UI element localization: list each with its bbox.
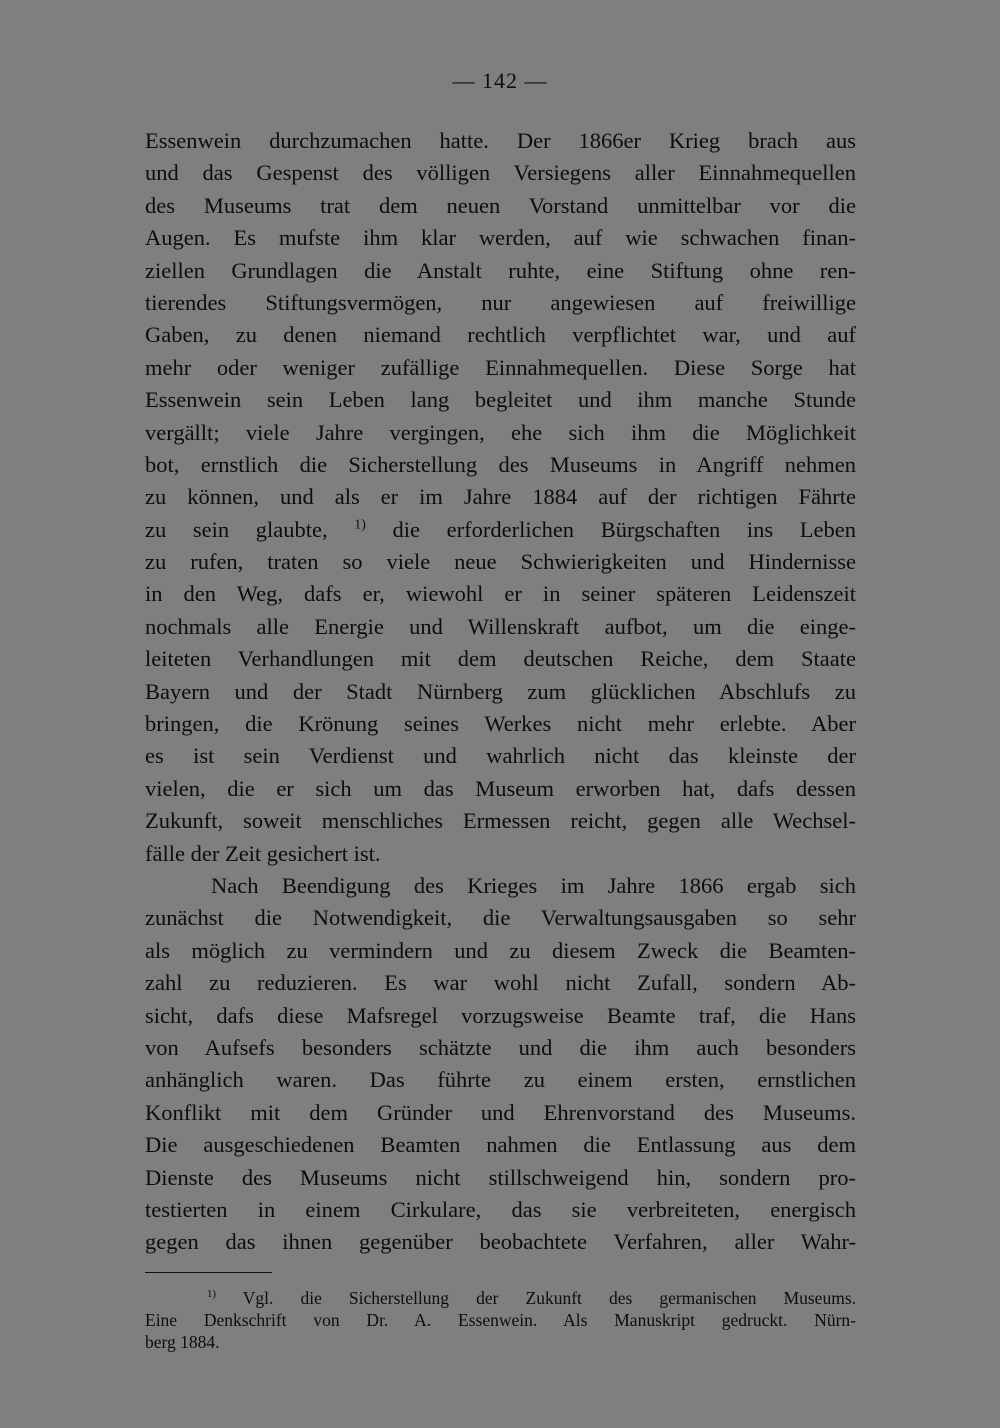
text-line: leiteten Verhandlungen mit dem deutschen Reiche, dem Staate	[145, 646, 856, 672]
text-line: und das Gespenst des völligen Versiegens aller Einnahmequellen	[145, 160, 856, 186]
text-line: tierendes Stiftungsvermögen, nur angewiesen auf freiwillige	[145, 289, 856, 315]
text-line: zu können, und als er im Jahre 1884 auf der richtigen Fährte	[145, 484, 856, 510]
text-line: nochmals alle Energie und Willenskraft aufbot, um die einge-	[145, 613, 856, 639]
text-line: zu rufen, traten so viele neue Schwierigkeiten und Hindernisse	[145, 549, 856, 575]
text-line: sicht, dafs diese Mafsregel vorzugsweise Beamte traf, die Hans	[145, 1002, 856, 1028]
text-line: Bayern und der Stadt Nürnberg zum glücklichen Abschlufs zu	[145, 678, 856, 704]
footnote-line: berg 1884.	[145, 1332, 220, 1352]
text-line: bot, ernstlich die Sicherstellung des Museums in Angriff nehmen	[145, 451, 856, 477]
text-line: bringen, die Krönung seines Werkes nicht mehr erlebte. Aber	[145, 711, 856, 737]
text-segment: zu sein glaubte,	[145, 516, 328, 542]
text-line-with-footnote	[145, 514, 856, 546]
text-line: anhänglich waren. Das führte zu einem ersten, ernstlichen	[145, 1067, 856, 1093]
footnote-divider	[145, 1272, 272, 1273]
paragraph-start-line: Nach Beendigung des Krieges im Jahre 1866 ergab sich	[211, 872, 856, 898]
text-line: vergällt; viele Jahre vergingen, ehe sich ihm die Möglichkeit	[145, 419, 856, 445]
text-line: in den Weg, dafs er, wiewohl er in seiner späteren Leidenszeit	[145, 581, 856, 607]
text-line: gegen das ihnen gegenüber beobachtete Verfahren, aller Wahr-	[145, 1229, 856, 1255]
text-segment: die erforderlichen Bürgschaften ins Leben	[392, 516, 856, 542]
text-line: fälle der Zeit gesichert ist.	[145, 840, 381, 866]
text-line: zunächst die Notwendigkeit, die Verwaltungsausgaben so sehr	[145, 905, 856, 931]
page-number: — 142 —	[452, 68, 548, 93]
footnote-line	[145, 1287, 856, 1309]
text-line: Essenwein durchzumachen hatte. Der 1866er Krieg brach aus	[145, 128, 856, 153]
text-line: zahl zu reduzieren. Es war wohl nicht Zufall, sondern Ab-	[145, 970, 856, 996]
text-line: mehr oder weniger zufällige Einnahmequellen. Diese Sorge hat	[145, 354, 856, 380]
footnote	[145, 1287, 856, 1353]
text-line: Konflikt mit dem Gründer und Ehrenvorstand des Museums.	[145, 1099, 856, 1125]
footnote-text: Vgl. die Sicherstellung der Zukunft des germanischen Museums.	[242, 1288, 857, 1308]
text-line: Gaben, zu denen niemand rechtlich verpflichtet war, und auf	[145, 322, 856, 348]
text-line: es ist sein Verdienst und wahrlich nicht das kleinste der	[145, 743, 856, 769]
text-line: von Aufsefs besonders schätzte und die ihm auch besonders	[145, 1034, 856, 1060]
footnote-line: Eine Denkschrift von Dr. A. Essenwein. Als Manuskript gedruckt. Nürn-	[145, 1310, 856, 1330]
text-line: Zukunft, soweit menschliches Ermessen reicht, gegen alle Wechsel-	[145, 808, 856, 834]
text-line: Augen. Es mufste ihm klar werden, auf wie schwachen finan-	[145, 225, 856, 251]
text-line: Essenwein sein Leben lang begleitet und ihm manche Stunde	[145, 387, 856, 413]
text-line: testierten in einem Cirkulare, das sie verbreiteten, energisch	[145, 1196, 856, 1222]
footnote-reference: 1)	[354, 517, 366, 533]
text-line: Die ausgeschiedenen Beamten nahmen die Entlassung aus dem	[145, 1132, 856, 1158]
text-line: als möglich zu vermindern und zu diesem Zweck die Beamten-	[145, 937, 856, 963]
body-text	[145, 125, 856, 1259]
footnote-marker: 1)	[207, 1288, 217, 1301]
text-line: vielen, die er sich um das Museum erworben hat, dafs dessen	[145, 775, 856, 801]
text-line: des Museums trat dem neuen Vorstand unmittelbar vor die	[145, 192, 856, 218]
text-line: Dienste des Museums nicht stillschweigend hin, sondern pro-	[145, 1164, 856, 1190]
text-line: ziellen Grundlagen die Anstalt ruhte, eine Stiftung ohne ren-	[145, 257, 856, 283]
